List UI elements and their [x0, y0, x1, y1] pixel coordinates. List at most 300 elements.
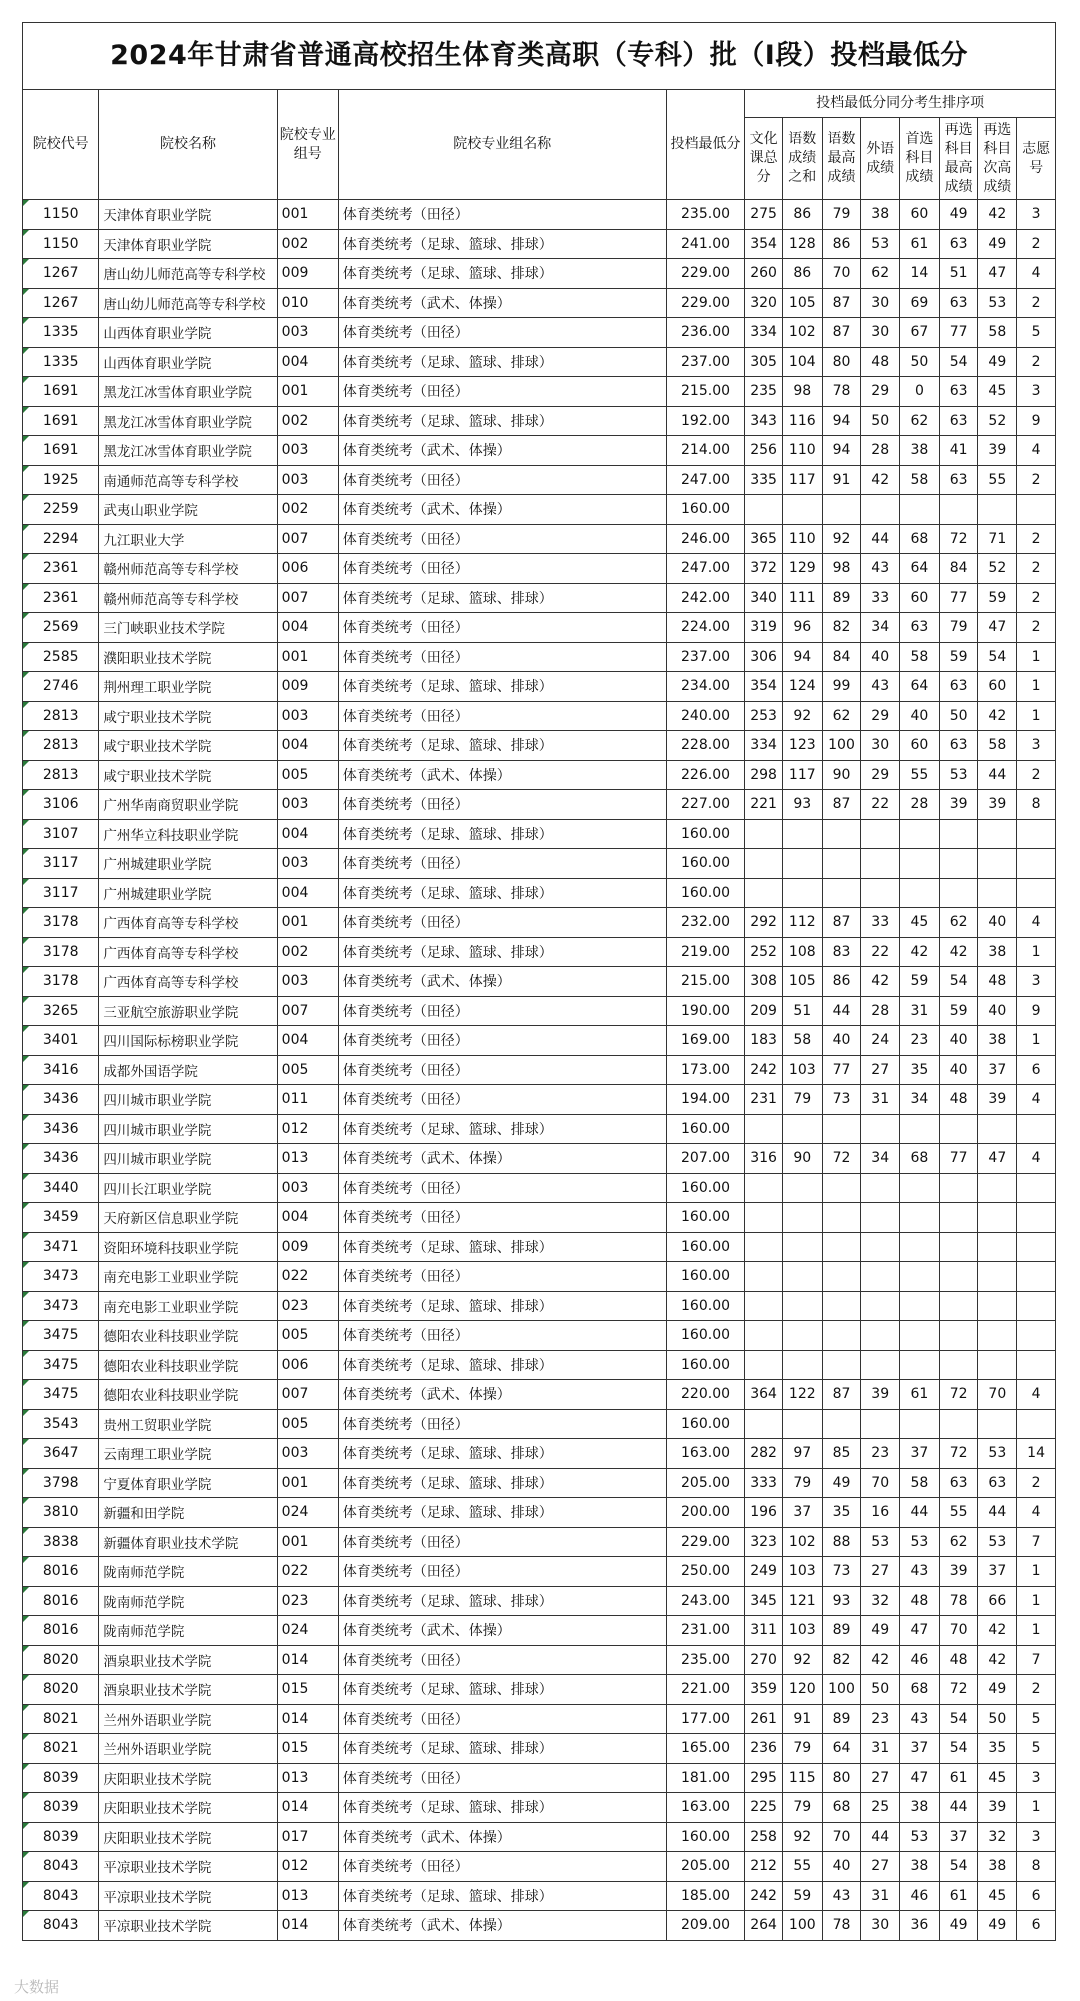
foreign-language-score — [861, 1262, 900, 1292]
culture-total: 261 — [745, 1704, 783, 1734]
group-code: 014 — [277, 1704, 338, 1734]
min-score: 229.00 — [666, 1527, 744, 1557]
culture-total: 253 — [745, 701, 783, 731]
table-row — [23, 967, 1056, 997]
reselect-second-score: 47 — [978, 1144, 1017, 1174]
choice-number: 4 — [1017, 908, 1056, 938]
reselect-second-score: 45 — [978, 377, 1017, 407]
chinese-math-sum — [782, 1350, 822, 1380]
school-code: 8016 — [23, 1586, 99, 1616]
choice-number: 7 — [1017, 1645, 1056, 1675]
school-code: 3473 — [23, 1291, 99, 1321]
chinese-math-max: 85 — [822, 1439, 861, 1469]
school-name: 广州城建职业学院 — [99, 849, 277, 879]
school-name: 平凉职业技术学院 — [99, 1852, 277, 1882]
first-subject-score: 0 — [900, 377, 940, 407]
chinese-math-max — [822, 878, 861, 908]
min-score: 160.00 — [666, 878, 744, 908]
group-code: 011 — [277, 1085, 338, 1115]
chinese-math-max — [822, 495, 861, 525]
first-subject-score: 38 — [900, 1793, 940, 1823]
foreign-language-score: 70 — [861, 1468, 900, 1498]
first-subject-score — [900, 1409, 940, 1439]
reselect-max-score: 72 — [939, 1439, 978, 1469]
school-code: 1335 — [23, 347, 99, 377]
school-code: 3798 — [23, 1468, 99, 1498]
foreign-language-score — [861, 1350, 900, 1380]
culture-total: 319 — [745, 613, 783, 643]
min-score: 160.00 — [666, 1291, 744, 1321]
school-code: 1150 — [23, 229, 99, 259]
reselect-second-score: 49 — [978, 1911, 1017, 1941]
group-name: 体育类统考（田径） — [338, 200, 666, 230]
school-code: 8039 — [23, 1793, 99, 1823]
school-code: 3401 — [23, 1026, 99, 1056]
school-code: 8021 — [23, 1734, 99, 1764]
group-code: 004 — [277, 878, 338, 908]
first-subject-score: 37 — [900, 1734, 940, 1764]
culture-total: 221 — [745, 790, 783, 820]
foreign-language-score: 22 — [861, 937, 900, 967]
school-name: 陇南师范学院 — [99, 1557, 277, 1587]
choice-number: 4 — [1017, 1380, 1056, 1410]
chinese-math-max: 49 — [822, 1468, 861, 1498]
reselect-max-score: 61 — [939, 1763, 978, 1793]
reselect-second-score — [978, 819, 1017, 849]
school-name: 武夷山职业学院 — [99, 495, 277, 525]
first-subject-score: 47 — [900, 1616, 940, 1646]
school-code: 8020 — [23, 1645, 99, 1675]
min-score: 228.00 — [666, 731, 744, 761]
reselect-max-score: 63 — [939, 406, 978, 436]
reselect-second-score: 49 — [978, 1675, 1017, 1705]
culture-total — [745, 1203, 783, 1233]
school-name: 黑龙江冰雪体育职业学院 — [99, 436, 277, 466]
culture-total — [745, 1291, 783, 1321]
foreign-language-score: 40 — [861, 642, 900, 672]
min-score: 160.00 — [666, 1822, 744, 1852]
culture-total: 354 — [745, 672, 783, 702]
group-code: 006 — [277, 554, 338, 584]
first-subject-score: 58 — [900, 1468, 940, 1498]
choice-number: 1 — [1017, 1586, 1056, 1616]
reselect-second-score: 39 — [978, 790, 1017, 820]
school-name: 四川长江职业学院 — [99, 1173, 277, 1203]
choice-number: 8 — [1017, 1852, 1056, 1882]
reselect-second-score — [978, 1173, 1017, 1203]
min-score: 160.00 — [666, 1409, 744, 1439]
min-score: 173.00 — [666, 1055, 744, 1085]
chinese-math-sum: 79 — [782, 1085, 822, 1115]
school-name: 陇南师范学院 — [99, 1616, 277, 1646]
school-code: 3436 — [23, 1085, 99, 1115]
first-subject-score: 60 — [900, 200, 940, 230]
first-subject-score: 68 — [900, 524, 940, 554]
school-name: 赣州师范高等专科学校 — [99, 554, 277, 584]
culture-total: 335 — [745, 465, 783, 495]
table-row — [23, 288, 1056, 318]
group-name: 体育类统考（足球、篮球、排球） — [338, 1793, 666, 1823]
chinese-math-max: 68 — [822, 1793, 861, 1823]
first-subject-score: 14 — [900, 259, 940, 289]
reselect-second-score — [978, 1409, 1017, 1439]
school-code: 2585 — [23, 642, 99, 672]
foreign-language-score: 44 — [861, 1822, 900, 1852]
table-row — [23, 760, 1056, 790]
group-code: 002 — [277, 937, 338, 967]
chinese-math-sum: 37 — [782, 1498, 822, 1528]
choice-number: 1 — [1017, 1026, 1056, 1056]
group-name: 体育类统考（足球、篮球、排球） — [338, 347, 666, 377]
reselect-max-score: 55 — [939, 1498, 978, 1528]
min-score: 250.00 — [666, 1557, 744, 1587]
reselect-max-score: 44 — [939, 1793, 978, 1823]
reselect-second-score: 53 — [978, 288, 1017, 318]
chinese-math-max: 82 — [822, 1645, 861, 1675]
chinese-math-sum: 55 — [782, 1852, 822, 1882]
min-score: 229.00 — [666, 288, 744, 318]
reselect-max-score: 42 — [939, 937, 978, 967]
school-name: 酒泉职业技术学院 — [99, 1675, 277, 1705]
foreign-language-score: 62 — [861, 259, 900, 289]
foreign-language-score: 30 — [861, 288, 900, 318]
group-name: 体育类统考（田径） — [338, 1173, 666, 1203]
reselect-max-score: 54 — [939, 1852, 978, 1882]
group-code: 013 — [277, 1881, 338, 1911]
table-row — [23, 1498, 1056, 1528]
min-score: 160.00 — [666, 1262, 744, 1292]
reselect-second-score: 37 — [978, 1557, 1017, 1587]
chinese-math-max: 87 — [822, 908, 861, 938]
chinese-math-sum: 104 — [782, 347, 822, 377]
culture-total — [745, 1114, 783, 1144]
watermark: 大数据 — [14, 1978, 60, 1996]
chinese-math-max: 100 — [822, 1675, 861, 1705]
school-code: 3647 — [23, 1439, 99, 1469]
foreign-language-score: 34 — [861, 613, 900, 643]
min-score: 215.00 — [666, 377, 744, 407]
table-row — [23, 613, 1056, 643]
choice-number: 6 — [1017, 1055, 1056, 1085]
reselect-max-score: 53 — [939, 760, 978, 790]
foreign-language-score: 31 — [861, 1085, 900, 1115]
group-code: 023 — [277, 1586, 338, 1616]
reselect-second-score: 42 — [978, 701, 1017, 731]
culture-total: 225 — [745, 1793, 783, 1823]
group-code: 009 — [277, 259, 338, 289]
first-subject-score: 53 — [900, 1822, 940, 1852]
table-row — [23, 1557, 1056, 1587]
school-name: 黑龙江冰雪体育职业学院 — [99, 406, 277, 436]
chinese-math-sum: 110 — [782, 436, 822, 466]
culture-total: 359 — [745, 1675, 783, 1705]
school-name: 广西体育高等专科学校 — [99, 967, 277, 997]
school-code: 2813 — [23, 760, 99, 790]
chinese-math-sum — [782, 819, 822, 849]
school-code: 8020 — [23, 1675, 99, 1705]
chinese-math-sum: 59 — [782, 1881, 822, 1911]
chinese-math-max: 92 — [822, 524, 861, 554]
school-code: 3117 — [23, 878, 99, 908]
school-code: 3810 — [23, 1498, 99, 1528]
reselect-second-score: 49 — [978, 229, 1017, 259]
culture-total: 292 — [745, 908, 783, 938]
chinese-math-max — [822, 1173, 861, 1203]
school-code: 8043 — [23, 1852, 99, 1882]
header-reselect-second: 再选科目次高成绩 — [978, 118, 1017, 200]
choice-number: 1 — [1017, 642, 1056, 672]
first-subject-score: 60 — [900, 583, 940, 613]
group-name: 体育类统考（田径） — [338, 849, 666, 879]
reselect-second-score: 44 — [978, 1498, 1017, 1528]
foreign-language-score — [861, 819, 900, 849]
table-row — [23, 1321, 1056, 1351]
first-subject-score — [900, 1262, 940, 1292]
group-name: 体育类统考（武术、体操） — [338, 288, 666, 318]
group-code: 010 — [277, 288, 338, 318]
table-header — [23, 90, 1056, 200]
school-name: 荆州理工职业学院 — [99, 672, 277, 702]
group-name: 体育类统考（田径） — [338, 642, 666, 672]
group-code: 003 — [277, 436, 338, 466]
culture-total: 298 — [745, 760, 783, 790]
group-code: 001 — [277, 377, 338, 407]
chinese-math-sum: 58 — [782, 1026, 822, 1056]
group-code: 003 — [277, 1173, 338, 1203]
school-name: 咸宁职业技术学院 — [99, 760, 277, 790]
choice-number — [1017, 1350, 1056, 1380]
min-score: 243.00 — [666, 1586, 744, 1616]
chinese-math-max: 78 — [822, 1911, 861, 1941]
min-score: 163.00 — [666, 1439, 744, 1469]
reselect-max-score — [939, 1350, 978, 1380]
group-name: 体育类统考（田径） — [338, 1557, 666, 1587]
choice-number: 3 — [1017, 377, 1056, 407]
min-score: 234.00 — [666, 672, 744, 702]
group-code: 001 — [277, 642, 338, 672]
group-name: 体育类统考（足球、篮球、排球） — [338, 229, 666, 259]
group-name: 体育类统考（足球、篮球、排球） — [338, 1734, 666, 1764]
chinese-math-max: 35 — [822, 1498, 861, 1528]
choice-number: 9 — [1017, 406, 1056, 436]
culture-total: 196 — [745, 1498, 783, 1528]
foreign-language-score: 16 — [861, 1498, 900, 1528]
reselect-second-score: 45 — [978, 1763, 1017, 1793]
choice-number: 3 — [1017, 1763, 1056, 1793]
group-code: 001 — [277, 1468, 338, 1498]
chinese-math-sum: 51 — [782, 996, 822, 1026]
chinese-math-max: 90 — [822, 760, 861, 790]
reselect-max-score — [939, 1232, 978, 1262]
reselect-max-score: 77 — [939, 318, 978, 348]
chinese-math-sum: 112 — [782, 908, 822, 938]
group-name: 体育类统考（田径） — [338, 908, 666, 938]
min-score: 235.00 — [666, 1645, 744, 1675]
chinese-math-sum: 102 — [782, 1527, 822, 1557]
reselect-max-score — [939, 1173, 978, 1203]
school-code: 8016 — [23, 1616, 99, 1646]
table-row — [23, 1203, 1056, 1233]
reselect-second-score: 71 — [978, 524, 1017, 554]
group-name: 体育类统考（武术、体操） — [338, 760, 666, 790]
chinese-math-sum: 86 — [782, 200, 822, 230]
school-code: 3265 — [23, 996, 99, 1026]
reselect-max-score: 59 — [939, 642, 978, 672]
choice-number: 2 — [1017, 288, 1056, 318]
reselect-max-score — [939, 1114, 978, 1144]
reselect-max-score: 37 — [939, 1822, 978, 1852]
foreign-language-score: 42 — [861, 967, 900, 997]
reselect-second-score: 53 — [978, 1527, 1017, 1557]
chinese-math-max: 70 — [822, 259, 861, 289]
min-score: 215.00 — [666, 967, 744, 997]
school-code: 1335 — [23, 318, 99, 348]
group-code: 007 — [277, 524, 338, 554]
chinese-math-sum — [782, 1173, 822, 1203]
reselect-max-score: 62 — [939, 908, 978, 938]
group-code: 004 — [277, 1203, 338, 1233]
chinese-math-sum — [782, 1232, 822, 1262]
chinese-math-max: 93 — [822, 1586, 861, 1616]
reselect-second-score: 47 — [978, 259, 1017, 289]
reselect-second-score: 58 — [978, 318, 1017, 348]
table-row — [23, 1527, 1056, 1557]
choice-number — [1017, 1321, 1056, 1351]
first-subject-score: 68 — [900, 1144, 940, 1174]
table-row — [23, 1026, 1056, 1056]
reselect-second-score: 40 — [978, 908, 1017, 938]
chinese-math-max: 44 — [822, 996, 861, 1026]
school-code: 1267 — [23, 259, 99, 289]
first-subject-score: 38 — [900, 1852, 940, 1882]
school-code: 3436 — [23, 1114, 99, 1144]
reselect-second-score: 54 — [978, 642, 1017, 672]
foreign-language-score: 23 — [861, 1439, 900, 1469]
group-code: 005 — [277, 760, 338, 790]
culture-total: 209 — [745, 996, 783, 1026]
culture-total: 252 — [745, 937, 783, 967]
reselect-second-score: 32 — [978, 1822, 1017, 1852]
reselect-max-score: 63 — [939, 672, 978, 702]
chinese-math-sum — [782, 1321, 822, 1351]
group-code: 007 — [277, 583, 338, 613]
foreign-language-score: 29 — [861, 760, 900, 790]
first-subject-score: 53 — [900, 1527, 940, 1557]
foreign-language-score: 28 — [861, 436, 900, 466]
first-subject-score — [900, 1232, 940, 1262]
chinese-math-max: 80 — [822, 347, 861, 377]
min-score: 231.00 — [666, 1616, 744, 1646]
table-row — [23, 318, 1056, 348]
school-name: 四川国际标榜职业学院 — [99, 1026, 277, 1056]
reselect-max-score: 48 — [939, 1085, 978, 1115]
reselect-second-score: 37 — [978, 1055, 1017, 1085]
reselect-max-score: 62 — [939, 1527, 978, 1557]
min-score: 160.00 — [666, 1173, 744, 1203]
group-name: 体育类统考（田径） — [338, 1645, 666, 1675]
chinese-math-sum: 86 — [782, 259, 822, 289]
chinese-math-max: 86 — [822, 967, 861, 997]
group-name: 体育类统考（足球、篮球、排球） — [338, 1675, 666, 1705]
group-name: 体育类统考（田径） — [338, 465, 666, 495]
chinese-math-max: 99 — [822, 672, 861, 702]
reselect-second-score — [978, 1262, 1017, 1292]
min-score: 163.00 — [666, 1793, 744, 1823]
group-name: 体育类统考（田径） — [338, 524, 666, 554]
group-code: 007 — [277, 1380, 338, 1410]
foreign-language-score — [861, 1203, 900, 1233]
first-subject-score: 35 — [900, 1055, 940, 1085]
chinese-math-max: 43 — [822, 1881, 861, 1911]
chinese-math-max — [822, 1409, 861, 1439]
first-subject-score: 40 — [900, 701, 940, 731]
school-code: 1691 — [23, 436, 99, 466]
min-score: 247.00 — [666, 465, 744, 495]
reselect-max-score: 77 — [939, 1144, 978, 1174]
first-subject-score: 60 — [900, 731, 940, 761]
choice-number: 4 — [1017, 1498, 1056, 1528]
chinese-math-sum: 111 — [782, 583, 822, 613]
culture-total: 308 — [745, 967, 783, 997]
school-code: 2813 — [23, 701, 99, 731]
culture-total: 242 — [745, 1055, 783, 1085]
reselect-second-score: 38 — [978, 1852, 1017, 1882]
chinese-math-max — [822, 819, 861, 849]
first-subject-score: 59 — [900, 967, 940, 997]
group-code: 003 — [277, 318, 338, 348]
culture-total — [745, 819, 783, 849]
chinese-math-max: 40 — [822, 1852, 861, 1882]
first-subject-score: 58 — [900, 642, 940, 672]
reselect-second-score: 59 — [978, 583, 1017, 613]
school-name: 兰州外语职业学院 — [99, 1704, 277, 1734]
chinese-math-sum: 115 — [782, 1763, 822, 1793]
min-score: 160.00 — [666, 1203, 744, 1233]
first-subject-score: 38 — [900, 436, 940, 466]
reselect-second-score: 70 — [978, 1380, 1017, 1410]
chinese-math-sum: 117 — [782, 760, 822, 790]
min-score: 160.00 — [666, 495, 744, 525]
min-score: 224.00 — [666, 613, 744, 643]
first-subject-score: 68 — [900, 1675, 940, 1705]
school-name: 酒泉职业技术学院 — [99, 1645, 277, 1675]
group-code: 003 — [277, 849, 338, 879]
reselect-max-score: 50 — [939, 701, 978, 731]
chinese-math-max — [822, 1291, 861, 1321]
reselect-second-score: 48 — [978, 967, 1017, 997]
choice-number: 2 — [1017, 613, 1056, 643]
chinese-math-max: 88 — [822, 1527, 861, 1557]
header-culture-total: 文化课总分 — [745, 118, 783, 200]
foreign-language-score: 27 — [861, 1055, 900, 1085]
group-code: 005 — [277, 1055, 338, 1085]
school-name: 赣州师范高等专科学校 — [99, 583, 277, 613]
choice-number: 5 — [1017, 1704, 1056, 1734]
min-score: 229.00 — [666, 259, 744, 289]
min-score: 181.00 — [666, 1763, 744, 1793]
foreign-language-score: 28 — [861, 996, 900, 1026]
choice-number: 6 — [1017, 1911, 1056, 1941]
reselect-max-score: 72 — [939, 524, 978, 554]
foreign-language-score: 48 — [861, 347, 900, 377]
school-name: 南充电影工业职业学院 — [99, 1291, 277, 1321]
first-subject-score: 47 — [900, 1763, 940, 1793]
choice-number — [1017, 1203, 1056, 1233]
choice-number: 2 — [1017, 760, 1056, 790]
min-score: 221.00 — [666, 1675, 744, 1705]
group-name: 体育类统考（足球、篮球、排球） — [338, 1350, 666, 1380]
school-code: 2746 — [23, 672, 99, 702]
